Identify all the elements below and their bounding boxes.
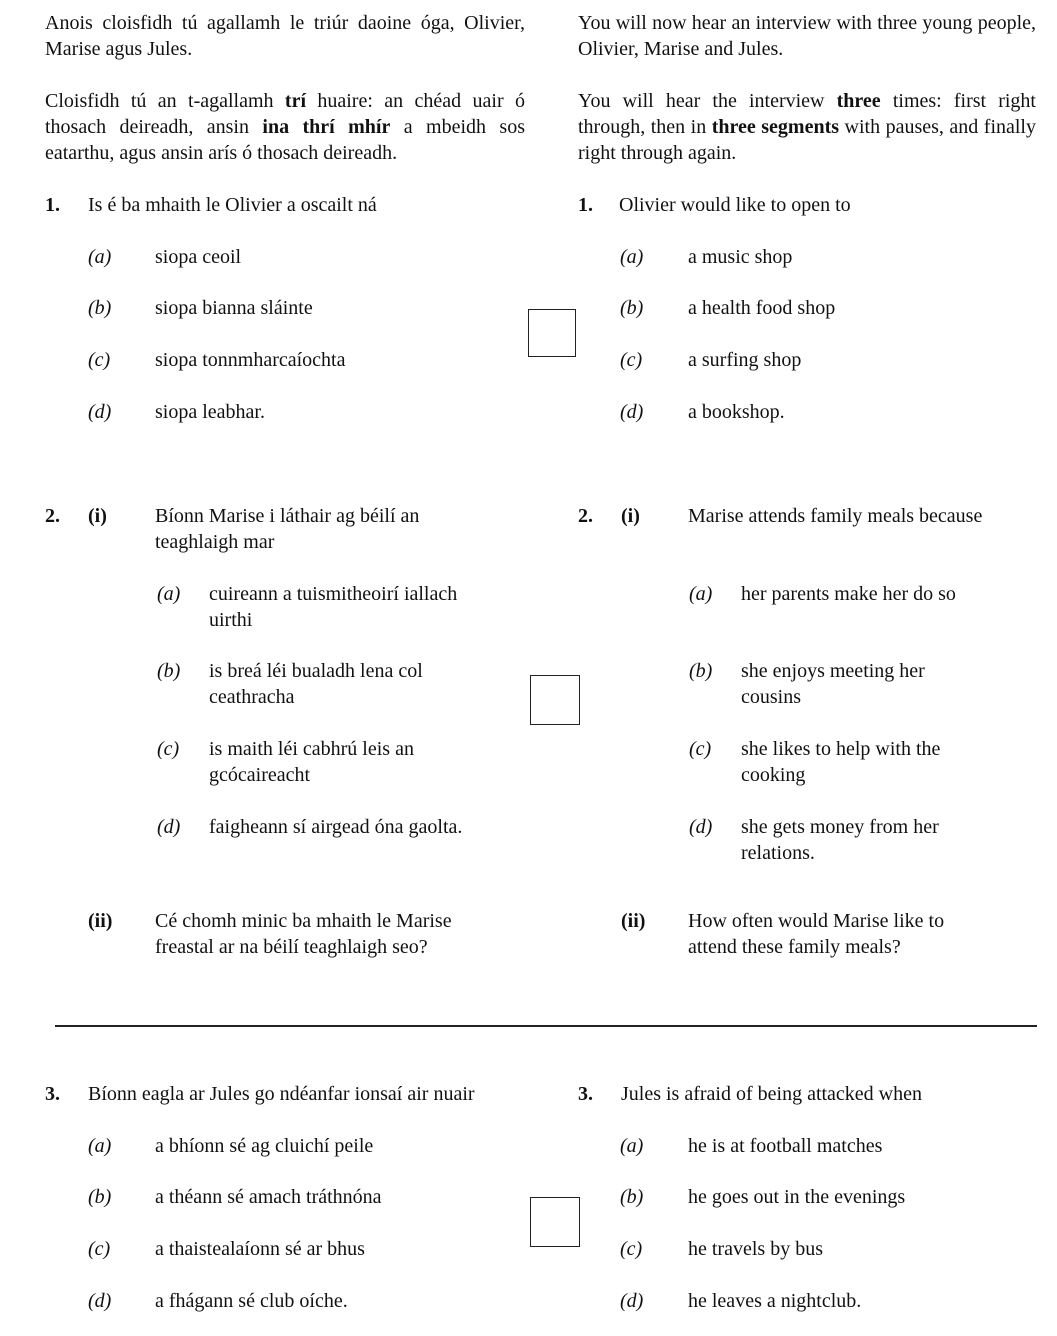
q2-option-letter: (d) xyxy=(157,816,181,838)
q1-option-irish: siopa leabhar. xyxy=(155,401,265,423)
q2-option-irish: is breá léi bualadh lena col ceathracha xyxy=(209,660,423,708)
q2-part-ii-english: (ii) xyxy=(621,910,646,932)
q1-option-letter: (d) xyxy=(620,401,644,423)
q1-option-letter: (a) xyxy=(88,246,112,268)
q2-answer-line[interactable] xyxy=(55,1025,1037,1027)
q3-option-english: he travels by bus xyxy=(688,1238,823,1260)
q1-option-english: a music shop xyxy=(688,246,793,268)
q3-option-letter: (c) xyxy=(620,1238,643,1260)
q3-option-english: he goes out in the evenings xyxy=(688,1186,906,1208)
q3-option-irish: a fhágann sé club oíche. xyxy=(155,1290,348,1312)
q2-option-letter: (a) xyxy=(689,583,713,605)
q3-option-letter: (c) xyxy=(88,1238,111,1260)
q2-option-letter: (b) xyxy=(157,660,181,682)
q2-part-ii-question-english: How often would Marise like to attend these family meals? xyxy=(688,910,945,958)
q2-option-english: she gets money from her relations. xyxy=(741,816,939,864)
q3-option-letter: (b) xyxy=(88,1186,112,1208)
q3-number-irish: 3. xyxy=(45,1083,60,1105)
q3-answer-box[interactable] xyxy=(530,1197,580,1247)
q3-option-letter: (a) xyxy=(620,1135,644,1157)
q2-option-irish: is maith léi cabhrú leis an gcócaireacht xyxy=(209,738,414,786)
q1-option-letter: (d) xyxy=(88,401,112,423)
q2-number-irish: 2. xyxy=(45,505,60,527)
q2-option-english: she likes to help with the cooking xyxy=(741,738,941,786)
q2-option-irish: cuireann a tuismitheoirí iallach uirthi xyxy=(209,583,458,631)
intro-english-paragraph-2: You will hear the interview three times: first right through, then in three segments with pauses, and finally right through again. xyxy=(578,90,1036,164)
q1-option-english: a bookshop. xyxy=(688,401,785,423)
q1-option-letter: (a) xyxy=(620,246,644,268)
q1-option-irish: siopa ceoil xyxy=(155,246,242,268)
q1-option-irish: siopa bianna sláinte xyxy=(155,297,313,319)
q1-option-english: a surfing shop xyxy=(688,349,802,371)
q2-part-i-irish: (i) xyxy=(88,505,107,527)
q3-number-english: 3. xyxy=(578,1083,593,1105)
q2-part-ii-question-irish: Cé chomh minic ba mhaith le Marise freastal ar na béilí teaghlaigh seo? xyxy=(155,910,452,958)
q3-option-english: he leaves a nightclub. xyxy=(688,1290,862,1312)
q1-option-letter: (c) xyxy=(88,349,111,371)
q2-stem-irish: Bíonn Marise i láthair ag béilí an teaghlaigh mar xyxy=(155,505,420,553)
q3-option-irish: a thaistealaíonn sé ar bhus xyxy=(155,1238,365,1260)
q2-stem-english: Marise attends family meals because xyxy=(688,505,983,527)
q3-option-irish: a bhíonn sé ag cluichí peile xyxy=(155,1135,374,1157)
q3-stem-english: Jules is afraid of being attacked when xyxy=(621,1083,923,1105)
q2-option-letter: (c) xyxy=(157,738,180,760)
q1-number-english: 1. xyxy=(578,194,593,216)
intro-irish-paragraph-1: Anois cloisfidh tú agallamh le triúr daoine óga, Olivier, Marise agus Jules. xyxy=(45,12,525,60)
q1-stem-english: Olivier would like to open to xyxy=(619,194,851,216)
q3-stem-irish: Bíonn eagla ar Jules go ndéanfar ionsaí air nuair xyxy=(88,1083,475,1105)
q3-option-english: he is at football matches xyxy=(688,1135,883,1157)
q1-option-english: a health food shop xyxy=(688,297,836,319)
q2-number-english: 2. xyxy=(578,505,593,527)
q2-option-letter: (b) xyxy=(689,660,713,682)
q3-option-letter: (d) xyxy=(620,1290,644,1312)
q2-option-irish: faigheann sí airgead óna gaolta. xyxy=(209,816,463,838)
q3-option-letter: (a) xyxy=(88,1135,112,1157)
q1-stem-irish: Is é ba mhaith le Olivier a oscailt ná xyxy=(88,194,377,216)
q1-answer-box[interactable] xyxy=(528,309,576,357)
q2-option-english: she enjoys meeting her cousins xyxy=(741,660,925,708)
q3-option-irish: a théann sé amach tráthnóna xyxy=(155,1186,382,1208)
intro-english-paragraph-1: You will now hear an interview with three young people, Olivier, Marise and Jules. xyxy=(578,12,1036,60)
q1-option-letter: (b) xyxy=(620,297,644,319)
q3-option-letter: (d) xyxy=(88,1290,112,1312)
q2-option-english: her parents make her do so xyxy=(741,583,956,605)
q1-number-irish: 1. xyxy=(45,194,60,216)
q2-answer-box[interactable] xyxy=(530,675,580,725)
q1-option-letter: (c) xyxy=(620,349,643,371)
q1-option-irish: siopa tonnmharcaíochta xyxy=(155,349,346,371)
q2-part-ii-irish: (ii) xyxy=(88,910,113,932)
intro-irish-paragraph-2: Cloisfidh tú an t-agallamh trí huaire: an chéad uair ó thosach deireadh, ansin ina thrí mhír a mbeidh sos eatarthu, agus ansin arís ó thosach deireadh. xyxy=(45,90,525,164)
q1-option-letter: (b) xyxy=(88,297,112,319)
q2-part-i-english: (i) xyxy=(621,505,640,527)
q3-option-letter: (b) xyxy=(620,1186,644,1208)
q2-option-letter: (d) xyxy=(689,816,713,838)
q2-option-letter: (a) xyxy=(157,583,181,605)
q2-option-letter: (c) xyxy=(689,738,712,760)
